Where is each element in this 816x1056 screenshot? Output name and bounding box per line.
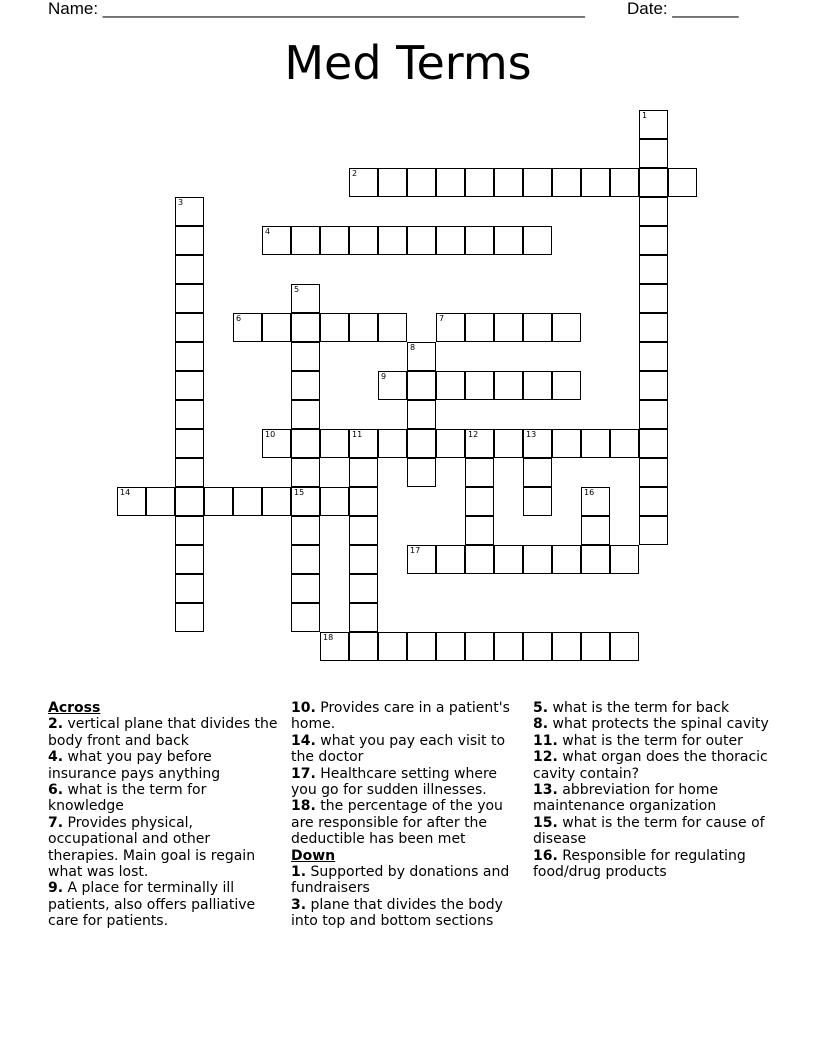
grid-cell[interactable] [407,545,436,574]
grid-cell[interactable] [639,284,668,313]
grid-cell[interactable] [436,313,465,342]
grid-cell[interactable] [465,516,494,545]
grid-cell[interactable] [639,429,668,458]
grid-cell[interactable] [349,603,378,632]
grid-cell[interactable] [407,371,436,400]
grid-cell[interactable] [349,168,378,197]
cell-number: 4 [265,227,271,236]
grid-cell[interactable] [378,632,407,661]
grid-cell[interactable] [175,603,204,632]
cell-number: 18 [323,633,334,642]
grid-cell[interactable] [378,226,407,255]
clue-across-7: 7. Provides physical, occupational and other therapies. Main goal is regain what was lost. [48,814,256,881]
grid-cell[interactable] [465,632,494,661]
grid-cell[interactable] [639,516,668,545]
grid-cell[interactable] [639,139,668,168]
grid-cell[interactable] [117,487,146,516]
clue-across-4: 4. what you pay before insurance pays anything [48,749,221,782]
grid-cell[interactable] [639,458,668,487]
grid-cell[interactable] [175,342,204,371]
cell-number: 3 [178,198,184,207]
grid-cell[interactable] [581,632,610,661]
grid-cell[interactable] [349,429,378,458]
grid-cell[interactable] [581,516,610,545]
grid-cell[interactable] [494,545,523,574]
grid-cell[interactable] [523,226,552,255]
grid-cell[interactable] [639,487,668,516]
clue-down-15: 15. what is the term for cause of disease [533,814,765,848]
grid-cell[interactable] [552,168,581,197]
grid-cell[interactable] [146,487,175,516]
grid-cell[interactable] [175,487,204,516]
grid-cell[interactable] [465,487,494,516]
grid-cell[interactable] [378,371,407,400]
grid-cell[interactable] [262,226,291,255]
grid-cell[interactable] [639,255,668,284]
clue-across-10: 10. Provides care in a patient's home. [291,700,510,733]
grid-cell[interactable] [523,545,552,574]
grid-cell[interactable] [407,342,436,371]
grid-cell[interactable] [639,197,668,226]
grid-cell[interactable] [552,371,581,400]
clue-across-18: 18. the percentage of the you are responsible for after the deductible has been met [291,798,503,848]
clue-across-9: 9. A place for terminally ill patients, also offers palliative care for patients. [48,880,256,930]
grid-cell[interactable] [523,313,552,342]
grid-cell[interactable] [349,487,378,516]
grid-cell[interactable] [320,313,349,342]
grid-cell[interactable] [175,197,204,226]
grid-cell[interactable] [494,429,523,458]
grid-cell[interactable] [378,168,407,197]
grid-cell[interactable] [465,429,494,458]
grid-cell[interactable] [291,458,320,487]
cell-number: 12 [468,430,479,439]
grid-cell[interactable] [175,226,204,255]
grid-cell[interactable] [552,545,581,574]
cell-number: 14 [120,488,131,497]
grid-cell[interactable] [349,632,378,661]
grid-cell[interactable] [436,226,465,255]
grid-cell[interactable] [349,226,378,255]
grid-cell[interactable] [581,487,610,516]
clue-down-11: 11. what is the term for outer [533,732,743,749]
grid-cell[interactable] [320,632,349,661]
clues-column-2 [291,700,523,930]
cell-number: 13 [526,430,537,439]
grid-cell[interactable] [349,458,378,487]
grid-cell[interactable] [175,284,204,313]
cell-number: 9 [381,372,387,381]
grid-cell[interactable] [465,458,494,487]
grid-cell[interactable] [262,429,291,458]
grid-cell[interactable] [639,168,668,197]
grid-cell[interactable] [407,400,436,429]
name-field-label: Name: ___________________________________________________ [48,0,585,18]
clue-across-2: 2. vertical plane that divides the body front and back [48,716,278,749]
grid-cell[interactable] [436,632,465,661]
grid-cell[interactable] [465,545,494,574]
grid-cell[interactable] [291,342,320,371]
grid-cell[interactable] [291,603,320,632]
grid-cell[interactable] [291,313,320,342]
down-heading: Down [291,847,336,864]
grid-cell[interactable] [523,487,552,516]
grid-cell[interactable] [233,487,262,516]
grid-cell[interactable] [291,516,320,545]
grid-cell[interactable] [320,429,349,458]
grid-cell[interactable] [407,168,436,197]
grid-cell[interactable] [552,313,581,342]
grid-cell[interactable] [465,168,494,197]
grid-cell[interactable] [349,516,378,545]
grid-cell[interactable] [262,313,291,342]
clue-down-3: 3. plane that divides the body into top and bottom sections [291,896,503,930]
clue-down-16: 16. Responsible for regulating food/drug products [533,847,746,881]
grid-cell[interactable] [639,371,668,400]
clue-down-5: 5. what is the term for back [533,700,730,716]
grid-cell[interactable] [523,168,552,197]
grid-cell[interactable] [175,429,204,458]
grid-cell[interactable] [639,313,668,342]
grid-cell[interactable] [610,545,639,574]
grid-cell[interactable] [175,545,204,574]
grid-cell[interactable] [639,342,668,371]
grid-cell[interactable] [494,313,523,342]
grid-cell[interactable] [436,429,465,458]
grid-cell[interactable] [407,429,436,458]
cell-number: 10 [265,430,276,439]
grid-cell[interactable] [494,371,523,400]
grid-cell[interactable] [291,284,320,313]
grid-cell[interactable] [436,371,465,400]
grid-cell[interactable] [291,400,320,429]
grid-cell[interactable] [291,487,320,516]
grid-cell[interactable] [291,226,320,255]
grid-cell[interactable] [552,632,581,661]
grid-cell[interactable] [639,110,668,139]
grid-cell[interactable] [523,632,552,661]
grid-cell[interactable] [610,429,639,458]
clue-down-13: 13. abbreviation for home maintenance organization [533,782,719,815]
date-field-label: Date: _______ [627,0,739,18]
grid-cell[interactable] [349,545,378,574]
clue-down-1: 1. Supported by donations and fundraisers [291,864,510,897]
clues-column-1 [48,700,280,930]
grid-cell[interactable] [349,313,378,342]
grid-cell[interactable] [291,429,320,458]
grid-cell[interactable] [639,400,668,429]
across-heading: Across [48,700,101,716]
grid-cell[interactable] [291,545,320,574]
cell-number: 7 [439,314,445,323]
grid-cell[interactable] [175,255,204,284]
grid-cell[interactable] [175,313,204,342]
cell-number: 1 [642,111,648,120]
cell-number: 15 [294,488,305,497]
page-title: Med Terms [284,36,532,90]
grid-cell[interactable] [639,226,668,255]
grid-cell[interactable] [494,168,523,197]
grid-cell[interactable] [407,458,436,487]
grid-cell[interactable] [581,429,610,458]
grid-cell[interactable] [494,632,523,661]
grid-cell[interactable] [581,168,610,197]
clue-across-6: 6. what is the term for knowledge [48,782,207,815]
grid-cell[interactable] [494,226,523,255]
grid-cell[interactable] [552,429,581,458]
clue-across-17: 17. Healthcare setting where you go for sudden illnesses. [291,765,498,799]
grid-cell[interactable] [465,371,494,400]
grid-cell[interactable] [291,371,320,400]
cell-number: 8 [410,343,416,352]
grid-cell[interactable] [523,458,552,487]
cell-number: 17 [410,546,421,555]
grid-cell[interactable] [407,632,436,661]
grid-cell[interactable] [175,458,204,487]
grid-cell[interactable] [204,487,233,516]
grid-cell[interactable] [320,487,349,516]
grid-cell[interactable] [465,226,494,255]
grid-cell[interactable] [436,168,465,197]
grid-cell[interactable] [523,429,552,458]
clues-column-3 [533,700,769,880]
grid-cell[interactable] [610,168,639,197]
grid-cell[interactable] [581,545,610,574]
grid-cell[interactable] [320,226,349,255]
grid-cell[interactable] [436,545,465,574]
grid-cell[interactable] [523,371,552,400]
grid-cell[interactable] [175,400,204,429]
grid-cell[interactable] [175,574,204,603]
cell-number: 16 [584,488,595,497]
grid-cell[interactable] [233,313,262,342]
grid-cell[interactable] [175,516,204,545]
cell-number: 5 [294,285,300,294]
clue-down-8: 8. what protects the spinal cavity [533,716,769,733]
grid-cell[interactable] [262,487,291,516]
grid-cell[interactable] [349,574,378,603]
grid-cell[interactable] [407,226,436,255]
grid-cell[interactable] [291,574,320,603]
clue-across-14: 14. what you pay each visit to the doctor [291,732,506,766]
cell-number: 6 [236,314,242,323]
clue-down-12: 12. what organ does the thoracic cavity contain? [533,749,768,782]
cell-number: 11 [352,430,363,439]
cell-number: 2 [352,169,358,178]
grid-cell[interactable] [378,429,407,458]
grid-cell[interactable] [668,168,697,197]
grid-cell[interactable] [610,632,639,661]
grid-cell[interactable] [465,313,494,342]
grid-cell[interactable] [378,313,407,342]
grid-cell[interactable] [175,371,204,400]
